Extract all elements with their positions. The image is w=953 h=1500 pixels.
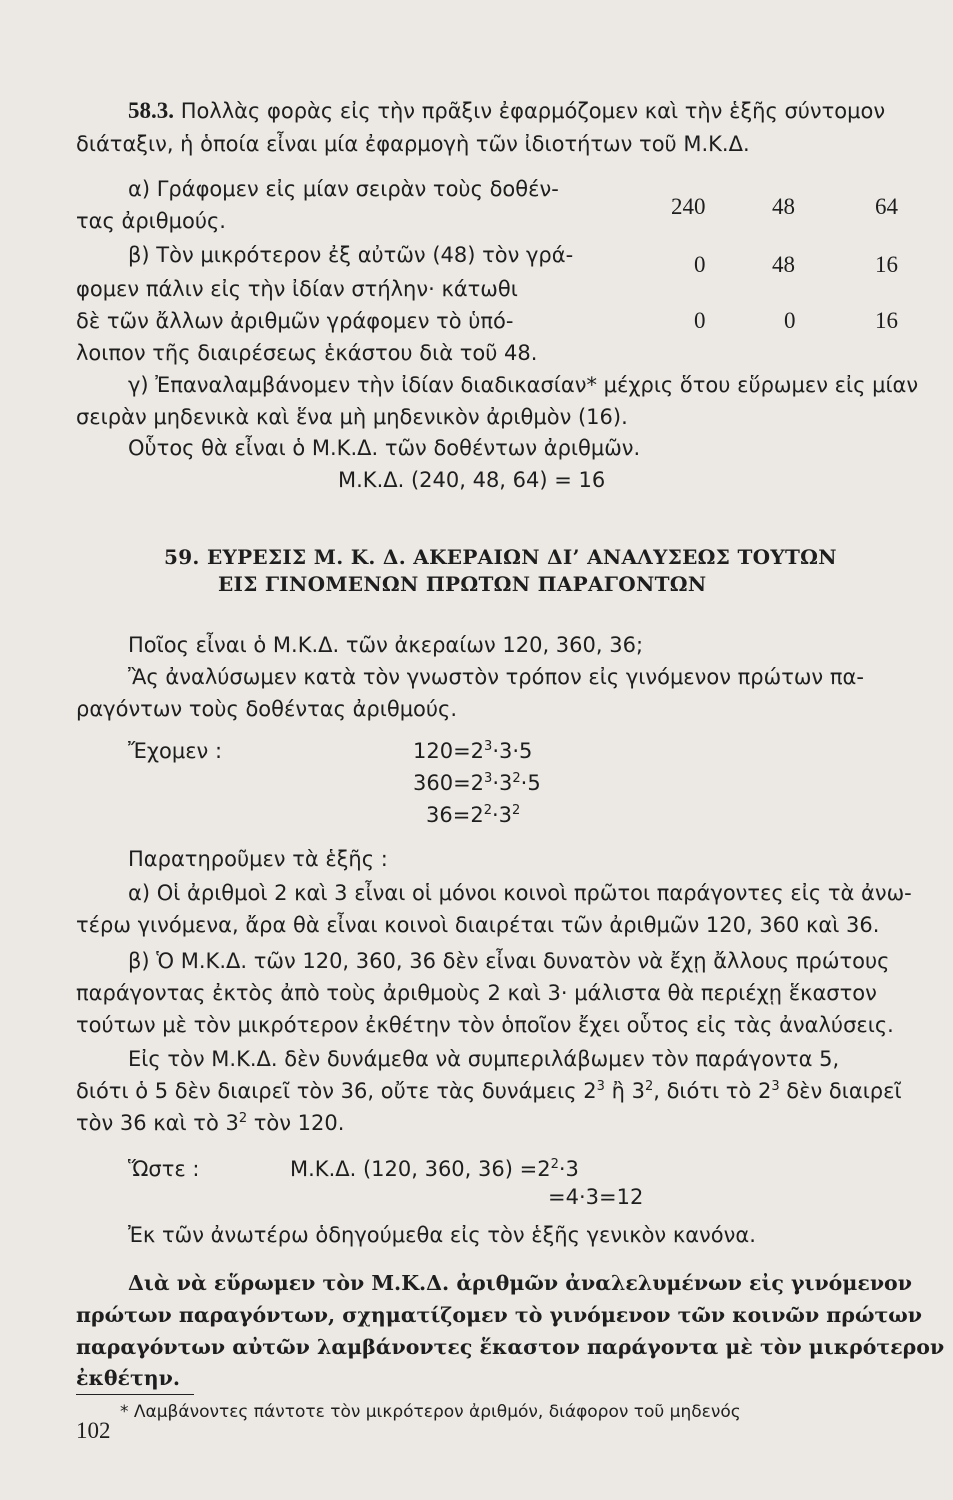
- formula-part: 360=2: [413, 771, 485, 795]
- text-part: ἢ 3: [604, 1079, 645, 1103]
- text-part: διότι ὁ 5 δὲν διαιρεῖ τὸν 36, οὔτε τὰς δυνάμεις 2: [76, 1079, 597, 1103]
- text-part: , διότι τὸ 2: [653, 1079, 772, 1103]
- rule-intro: Ἐκ τῶν ἀνωτέρω ὁδηγούμεθα εἰς τὸν ἑξῆς γενικὸν κανόνα.: [128, 1223, 756, 1247]
- paragraph-2-line-2: [76, 1078, 902, 1104]
- footnote-divider: [76, 1394, 194, 1395]
- step-a-line-2: τας ἀριθμούς.: [76, 209, 226, 233]
- table-cell: 16: [875, 308, 898, 333]
- step-c-line-2: σειρὰν μηδενικὰ καὶ ἕνα μὴ μηδενικὸν ἀριθμὸν (16).: [76, 405, 628, 429]
- gcd-computation-line-1: [290, 1156, 579, 1182]
- question-line: Ποῖος εἶναι ὁ Μ.Κ.Δ. τῶν ἀκεραίων 120, 360, 36;: [128, 633, 644, 657]
- table-cell: 48: [772, 252, 795, 277]
- exponent: 3: [484, 739, 493, 754]
- exponent: 2: [550, 1157, 559, 1172]
- table-cell: 0: [694, 252, 706, 277]
- footnote: * Λαμβάνοντες πάντοτε τὸν μικρότερον ἀριθμόν, διάφορον τοῦ μηδενός: [120, 1402, 741, 1422]
- step-b-line-2: φομεν πάλιν εἰς τὴν ἰδίαν στήλην· κάτωθι: [76, 277, 518, 301]
- text-part: τὸν 36 καὶ τὸ 3: [76, 1111, 239, 1135]
- section-58-3-line-2: διάταξιν, ἡ ὁποία εἶναι μία ἐφαρμογὴ τῶν ἰδιοτήτων τοῦ Μ.Κ.Δ.: [76, 132, 750, 156]
- formula-part: Μ.Κ.Δ. (120, 360, 36) =2: [290, 1157, 551, 1181]
- formula-part: ·3·5: [492, 739, 533, 763]
- general-rule-line-4: ἐκθέτην.: [76, 1366, 181, 1390]
- general-rule-line-3: παραγόντων αὐτῶν λαμβάνοντες ἕκαστον παράγοντα μὲ τὸν μικρότερον: [76, 1335, 945, 1359]
- table-cell: 0: [784, 308, 796, 333]
- formula-part: 120=2: [413, 739, 485, 763]
- observation-a-line-2: τέρω γινόμενα, ἄρα θὰ εἶναι κοινοὶ διαιρέται τῶν ἀριθμῶν 120, 360 καὶ 36.: [76, 913, 880, 937]
- table-cell: 0: [694, 308, 706, 333]
- text-part: δὲν διαιρεῖ: [779, 1079, 902, 1103]
- table-cell: 64: [875, 194, 898, 219]
- formula-part: ·5: [520, 771, 541, 795]
- observation-b-line-3: τούτων μὲ τὸν μικρότερον ἐκθέτην τὸν ὁποῖον ἔχει οὗτος εἰς τὰς ἀναλύσεις.: [76, 1013, 894, 1037]
- text-part: τὸν 120.: [247, 1111, 345, 1135]
- gcd-result: Μ.Κ.Δ. (240, 48, 64) = 16: [338, 468, 606, 492]
- table-cell: 48: [772, 194, 795, 219]
- factorisation-360: [413, 770, 541, 796]
- section-59-heading-line-1: 59. ΕΥΡΕΣΙΣ Μ. Κ. Δ. ΑΚΕΡΑΙΩΝ ΔΙ’ ΑΝΑΛΥΣΕΩΣ ΤΟΥΤΩΝ: [164, 545, 837, 569]
- factorisation-120: [413, 738, 532, 764]
- page-number: 102: [76, 1418, 111, 1443]
- general-rule-line-1: Διὰ νὰ εὕρωμεν τὸν Μ.Κ.Δ. ἀριθμῶν ἀναλελυμένων εἰς γινόμενον: [128, 1271, 912, 1295]
- paragraph-2-line-3: [76, 1110, 344, 1136]
- step-a-line-1: α) Γράφομεν εἰς μίαν σειρὰν τοὺς δοθέν-: [128, 177, 559, 201]
- exponent: 3: [771, 1079, 780, 1094]
- table-cell: 240: [671, 194, 706, 219]
- exponent: 2: [238, 1111, 248, 1126]
- factorisation-36: [426, 802, 520, 828]
- intro-text: Πολλὰς φορὰς εἰς τὴν πρᾶξιν ἐφαρμόζομεν καὶ τὴν ἑξῆς σύντομον: [180, 99, 886, 123]
- observation-b-line-2: παράγοντας ἐκτὸς ἀπὸ τοὺς ἀριθμοὺς 2 καὶ 3· μάλιστα θὰ περιέχῃ ἕκαστον: [76, 981, 877, 1005]
- step-b-line-4: λοιπον τῆς διαιρέσεως ἑκάστου διὰ τοῦ 48.: [76, 341, 538, 365]
- formula-part: ·3: [492, 771, 513, 795]
- step-c-line-3: Οὗτος θὰ εἶναι ὁ Μ.Κ.Δ. τῶν δοθέντων ἀριθμῶν.: [128, 436, 641, 460]
- step-b-line-1: β) Τὸν μικρότερον ἐξ αὐτῶν (48) τὸν γρά-: [128, 243, 574, 267]
- observation-b-line-1: β) Ὁ Μ.Κ.Δ. τῶν 120, 360, 36 δὲν εἶναι δυνατὸν νὰ ἔχῃ ἄλλους πρώτους: [128, 949, 890, 973]
- formula-part: 36=2: [426, 803, 484, 827]
- paragraph-2-line-1: Εἰς τὸν Μ.Κ.Δ. δὲν δυνάμεθα νὰ συμπεριλάβωμεν τὸν παράγοντα 5,: [128, 1047, 840, 1071]
- exponent: 3: [596, 1079, 605, 1094]
- exponent: 2: [512, 803, 521, 818]
- step-c-line-1: γ) Ἐπαναλαμβάνομεν τὴν ἰδίαν διαδικασίαν* μέχρις ὅτου εὕρωμεν εἰς μίαν: [128, 373, 919, 397]
- exponent: 2: [512, 771, 521, 786]
- observation-a-line-1: α) Οἱ ἀριθμοὶ 2 καὶ 3 εἶναι οἱ μόνοι κοινοὶ πρῶτοι παράγοντες εἰς τὰ ἀνω-: [128, 881, 912, 905]
- exponent: 2: [644, 1079, 654, 1094]
- section-58-3-line-1: [128, 98, 885, 124]
- have-label: Ἔχομεν :: [128, 739, 223, 763]
- formula-part: ·3: [558, 1157, 579, 1181]
- section-number: 58.3.: [128, 98, 174, 123]
- paragraph-1-line-2: ραγόντων τοὺς δοθέντας ἀριθμούς.: [76, 697, 458, 721]
- exponent: 3: [484, 771, 493, 786]
- exponent: 2: [483, 803, 492, 818]
- general-rule-line-2: πρώτων παραγόντων, σχηματίζομεν τὸ γινόμενον τῶν κοινῶν πρώτων: [76, 1303, 923, 1327]
- observe-label: Παρατηροῦμεν τὰ ἑξῆς :: [128, 847, 388, 871]
- section-59-heading-line-2: ΕΙΣ ΓΙΝΟΜΕΝΩΝ ΠΡΩΤΩΝ ΠΑΡΑΓΟΝΤΩΝ: [218, 572, 707, 596]
- paragraph-1-line-1: Ἂς ἀναλύσωμεν κατὰ τὸν γνωστὸν τρόπον εἰς γινόμενον πρώτων πα-: [128, 665, 864, 689]
- formula-part: ·3: [491, 803, 513, 827]
- gcd-computation-line-2: =4·3=12: [548, 1185, 644, 1209]
- table-cell: 16: [875, 252, 898, 277]
- step-b-line-3: δὲ τῶν ἄλλων ἀριθμῶν γράφομεν τὸ ὑπό-: [76, 309, 514, 333]
- thus-label: Ὥστε :: [128, 1157, 200, 1181]
